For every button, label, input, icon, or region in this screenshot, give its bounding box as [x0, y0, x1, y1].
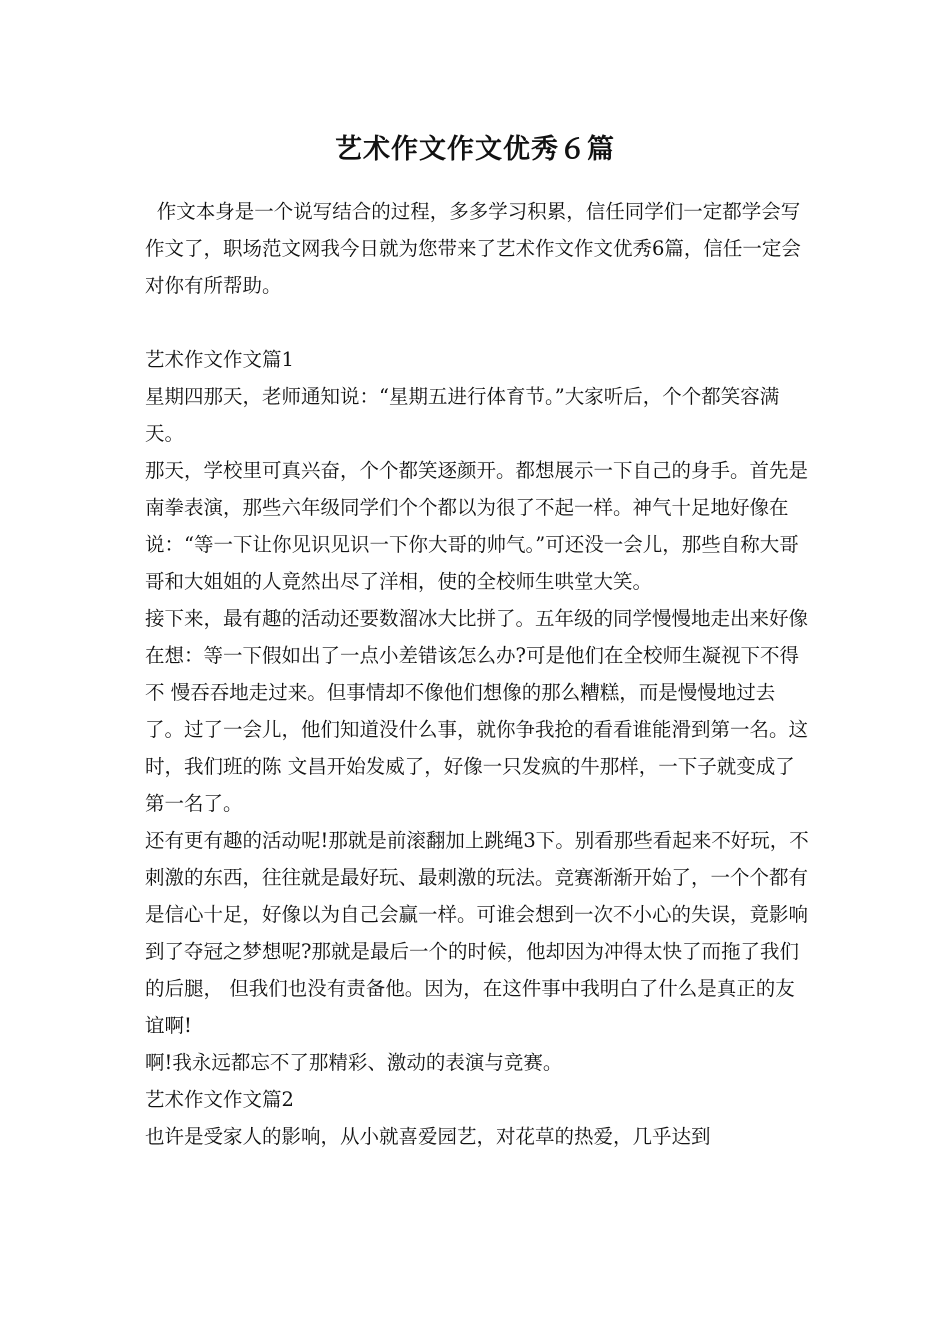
body-paragraph: 接下来，最有趣的活动还要数溜冰大比拼了。五年级的同学慢慢地走出来好像在想：等一下假如出了一点小差错该怎么办?可是他们在全校师生凝视下不得不 慢吞吞地走过来。但事情却不像他们想像的那么糟糕，而是慢慢地过去了。过了一会儿，他们知道没什么事，就你争我抢的看看谁能滑到第一名。这时，我们班的陈 文昌开始发威了，好像一只发疯的牛那样，一下子就变成了第一名了。: [145, 607, 809, 815]
document-title: 艺术作文作文优秀６篇: [335, 134, 615, 165]
body-paragraph: 那天，学校里可真兴奋，个个都笑逐颜开。都想展示一下自己的身手。首先是南拳表演，那些六年级同学们个个都以为很了不起一样。神气十足地好像在说：“等一下让你见识见识一下你大哥的帅气。”可还没一会儿，那些自称大哥哥和大姐姐的人竟然出尽了洋相，使的全校师生哄堂大笑。: [145, 459, 809, 593]
body-paragraph: 还有更有趣的活动呢!那就是前滚翻加上跳绳3下。别看那些看起来不好玩，不刺激的东西，往往就是最好玩、最刺激的玩法。竞赛渐渐开始了，一个个都有 是信心十足，好像以为自己会赢一样。可谁会想到一次不小心的失误，竟影响到了夺冠之梦想呢?那就是最后一个的时候，他却因为冲得太快了而拖了我们的后腿， 但我们也没有责备他。因为，在这件事中我明白了什么是真正的友谊啊!: [145, 829, 809, 1037]
body-paragraph: 啊!我永远都忘不了那精彩、激动的表演与竞赛。: [145, 1051, 563, 1074]
section-heading: 艺术作文作文篇2: [145, 1088, 294, 1111]
body-paragraph: 星期四那天，老师通知说：“星期五进行体育节。”大家听后，个个都笑容满天。: [145, 385, 780, 445]
body-paragraph: 也许是受家人的影响，从小就喜爱园艺，对花草的热爱，几乎达到: [145, 1125, 711, 1148]
section-heading: 艺术作文作文篇1: [145, 348, 294, 371]
intro-paragraph: 作文本身是一个说写结合的过程，多多学习积累，信任同学们一定都学会写作文了，职场范文网我今日就为您带来了艺术作文作文优秀6篇，信任一定会对你有所帮助。: [145, 200, 801, 297]
document-body: [145, 193, 810, 1155]
paragraph-spacer: [145, 304, 810, 341]
